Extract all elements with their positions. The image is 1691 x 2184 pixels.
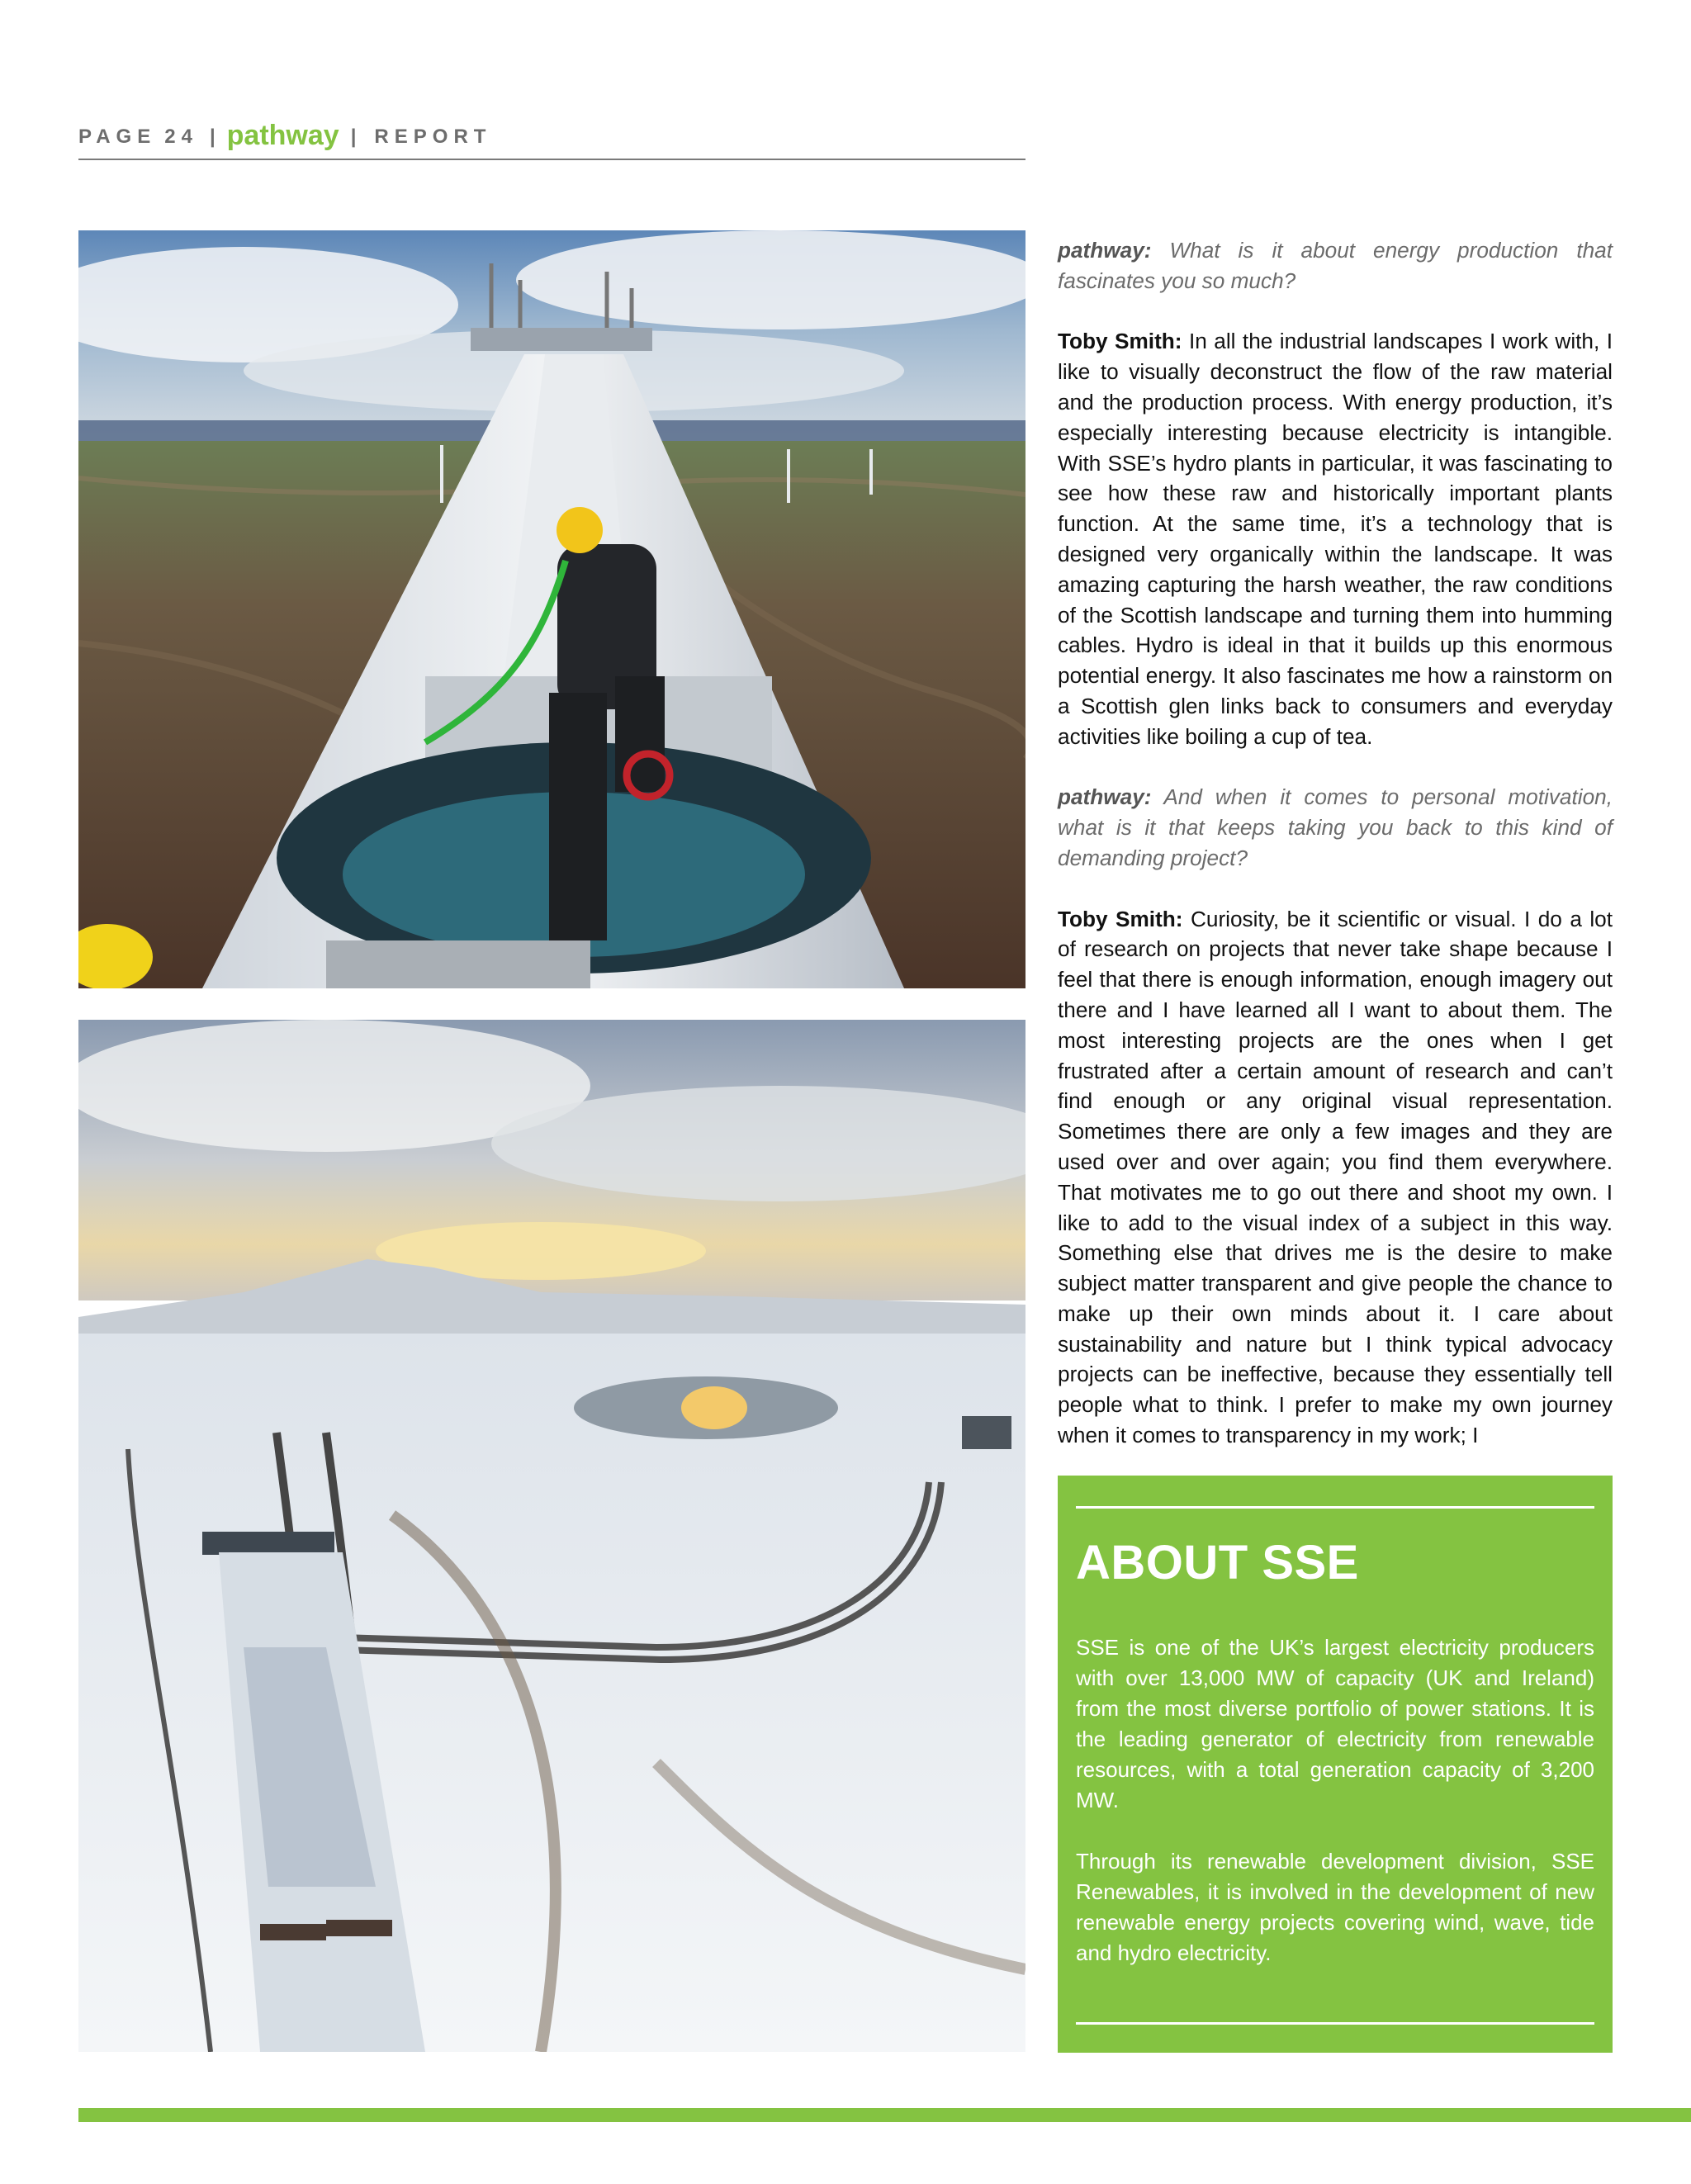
brand-logo: pathway xyxy=(226,119,339,151)
question-2-text: And when it comes to personal motivation, what is it that keeps taking you back to this kind of demanding project? xyxy=(1058,784,1613,870)
answer-2 xyxy=(1058,904,1613,1451)
about-bottom-rule xyxy=(1076,2022,1594,2025)
section-label: REPORT xyxy=(374,126,492,148)
question-1-text: What is it about energy production that fascinates you so much? xyxy=(1058,238,1613,293)
question-2 xyxy=(1058,782,1613,873)
page-header xyxy=(78,116,1025,160)
answer-1 xyxy=(1058,326,1613,751)
question-1-label: pathway: xyxy=(1058,238,1152,263)
answer-1-text: In all the industrial landscapes I work with, I like to visually deconstruct the flow of the raw material and the production process. With energy production, it’s especially interesting because electricity is intangible. With SSE’s hydro plants in particular, it was fascinating to see how these raw and historically important plants function. At the same time, it’s a technology that is designed very organically within the landscape. It was amazing capturing the harsh weather, the raw conditions of the Scottish landscape and turning them into humming cables. Hydro is ideal in that it builds up this enormous potential energy. It also fascinates me how a rainstorm on a Scottish glen links back to consumers and everyday activities like boiling a cup of tea. xyxy=(1058,329,1613,749)
footer-accent-bar xyxy=(78,2108,1691,2122)
about-body xyxy=(1076,1632,1594,1999)
question-2-label: pathway: xyxy=(1058,784,1152,810)
answer-1-label: Toby Smith: xyxy=(1058,329,1182,354)
page-number: 24 xyxy=(164,126,198,148)
header-separator: | xyxy=(209,126,216,148)
about-top-rule xyxy=(1076,1506,1594,1509)
hydro-dam-illustration xyxy=(78,1020,1025,2052)
interview-column xyxy=(1058,235,1613,1481)
hydro-dam-snow-photo xyxy=(78,1020,1025,2052)
page-label: PAGE xyxy=(78,126,157,148)
answer-2-text: Curiosity, be it scientific or visual. I do a lot of research on projects that never take shape because I feel that there is enough information, enough imagery out there and I have learned all I want to about them. The most interesting projects are the ones when I get frustrated after a certain amount of research and can’t find enough or any original visual representation. Sometimes there are only a few images and they are used over and over again; you find them everywhere. That motivates me to go out there and shoot my own. I like to add to the visual index of a subject in this way. Something else that drives me is the desire to make subject matter transparent and give people the chance to make up their own minds about it. I care about sustainability and nature but I think typical advocacy projects can be ineffective, because they essentially tell people what to think. I prefer to make my own journey when it comes to transparency in my work; I xyxy=(1058,906,1613,1448)
answer-2-label: Toby Smith: xyxy=(1058,906,1183,931)
wind-turbine-illustration xyxy=(78,230,1025,988)
question-1 xyxy=(1058,235,1613,296)
wind-turbine-photo xyxy=(78,230,1025,988)
about-paragraph-1: SSE is one of the UK’s largest electricity producers with over 13,000 MW of capacity (UK and Ireland) from the most diverse portfolio of power stations. It is the leading generator of electricity from renewable resources, with a total generation capacity of 3,200 MW. xyxy=(1076,1635,1594,1812)
header-separator: | xyxy=(350,126,357,148)
about-title: ABOUT SSE xyxy=(1076,1536,1359,1589)
about-sse-box xyxy=(1058,1476,1613,2053)
about-paragraph-2: Through its renewable development division, SSE Renewables, it is involved in the development of new renewable energy projects covering wind, wave, tide and hydro electricity. xyxy=(1076,1849,1594,1965)
